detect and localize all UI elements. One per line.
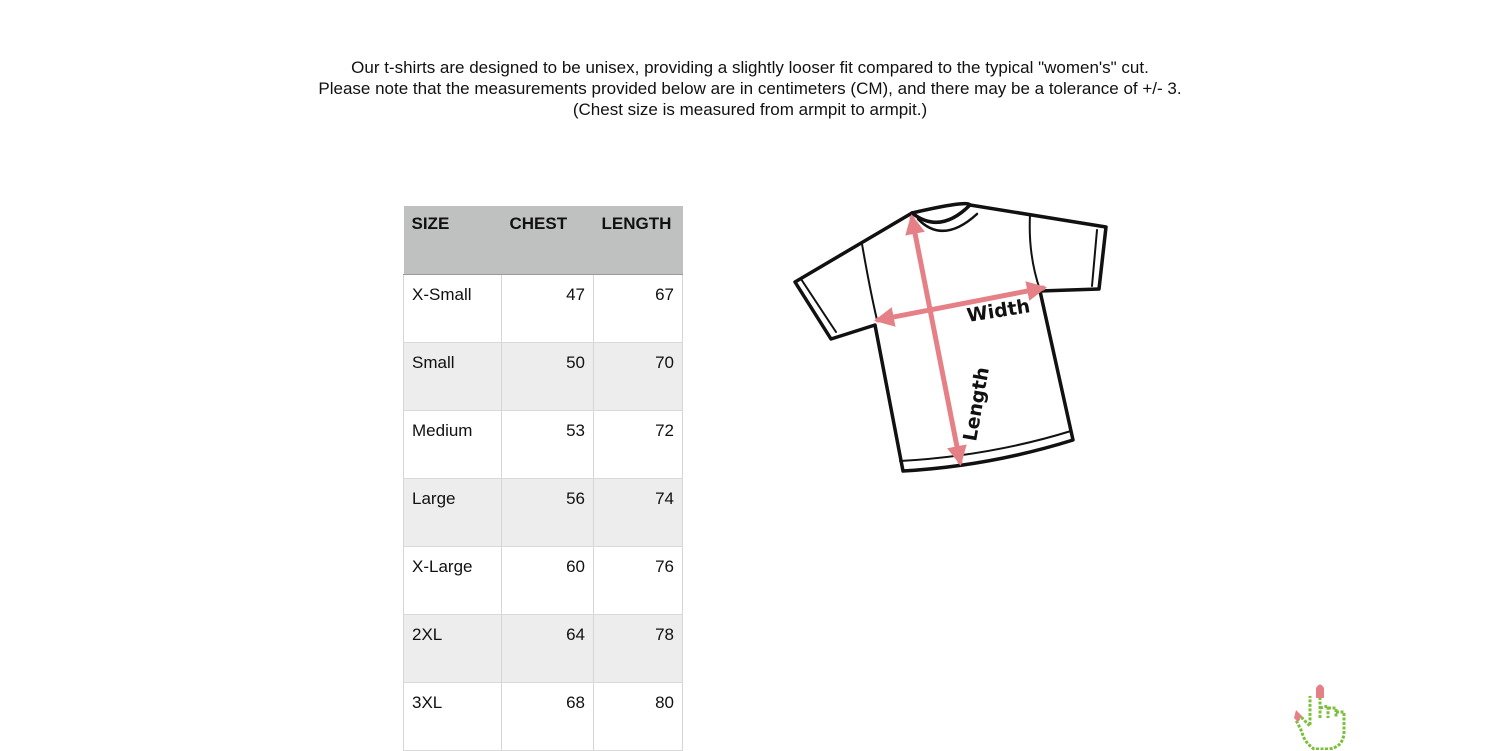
table-row: [404, 342, 683, 410]
header-length: LENGTH: [594, 206, 683, 274]
cell-size: X-Small: [404, 274, 502, 342]
header-size: SIZE: [404, 206, 502, 274]
cell-length: 78: [594, 614, 683, 682]
cell-size: X-Large: [404, 546, 502, 614]
cell-length: 72: [594, 410, 683, 478]
intro-line-unisex: Our t-shirts are designed to be unisex, providing a slightly looser fit compared to the typical "women's" cut.: [351, 58, 1149, 77]
cell-size: 3XL: [404, 682, 502, 750]
tshirt-outline-icon: [795, 204, 1106, 471]
cell-chest: 53: [502, 410, 594, 478]
cell-chest: 60: [502, 546, 594, 614]
cell-length: 70: [594, 342, 683, 410]
cell-length: 80: [594, 682, 683, 750]
table-row: [404, 410, 683, 478]
intro-text: [0, 57, 1500, 120]
tshirt-measurement-diagram: [785, 195, 1115, 480]
size-chart-table: [403, 206, 683, 751]
cell-length: 67: [594, 274, 683, 342]
cell-length: 74: [594, 478, 683, 546]
cell-size: 2XL: [404, 614, 502, 682]
cell-chest: 64: [502, 614, 594, 682]
cell-size: Medium: [404, 410, 502, 478]
table-row: [404, 682, 683, 750]
length-label: Length: [959, 365, 994, 443]
header-chest: CHEST: [502, 206, 594, 274]
table-header-row: [404, 206, 683, 274]
table-row: [404, 614, 683, 682]
cell-chest: 50: [502, 342, 594, 410]
table-row: [404, 478, 683, 546]
width-label: Width: [965, 295, 1032, 327]
table-row: [404, 274, 683, 342]
intro-line-chest-note: (Chest size is measured from armpit to armpit.): [572, 100, 928, 119]
cell-chest: 47: [502, 274, 594, 342]
cell-chest: 56: [502, 478, 594, 546]
cell-size: Small: [404, 342, 502, 410]
table-row: [404, 546, 683, 614]
cell-length: 76: [594, 546, 683, 614]
pointing-hand-cursor-icon: [1292, 682, 1356, 750]
cell-size: Large: [404, 478, 502, 546]
intro-line-measurements: Please note that the measurements provided below are in centimeters (CM), and there may be a tolerance of +/- 3.: [318, 79, 1182, 98]
cell-chest: 68: [502, 682, 594, 750]
